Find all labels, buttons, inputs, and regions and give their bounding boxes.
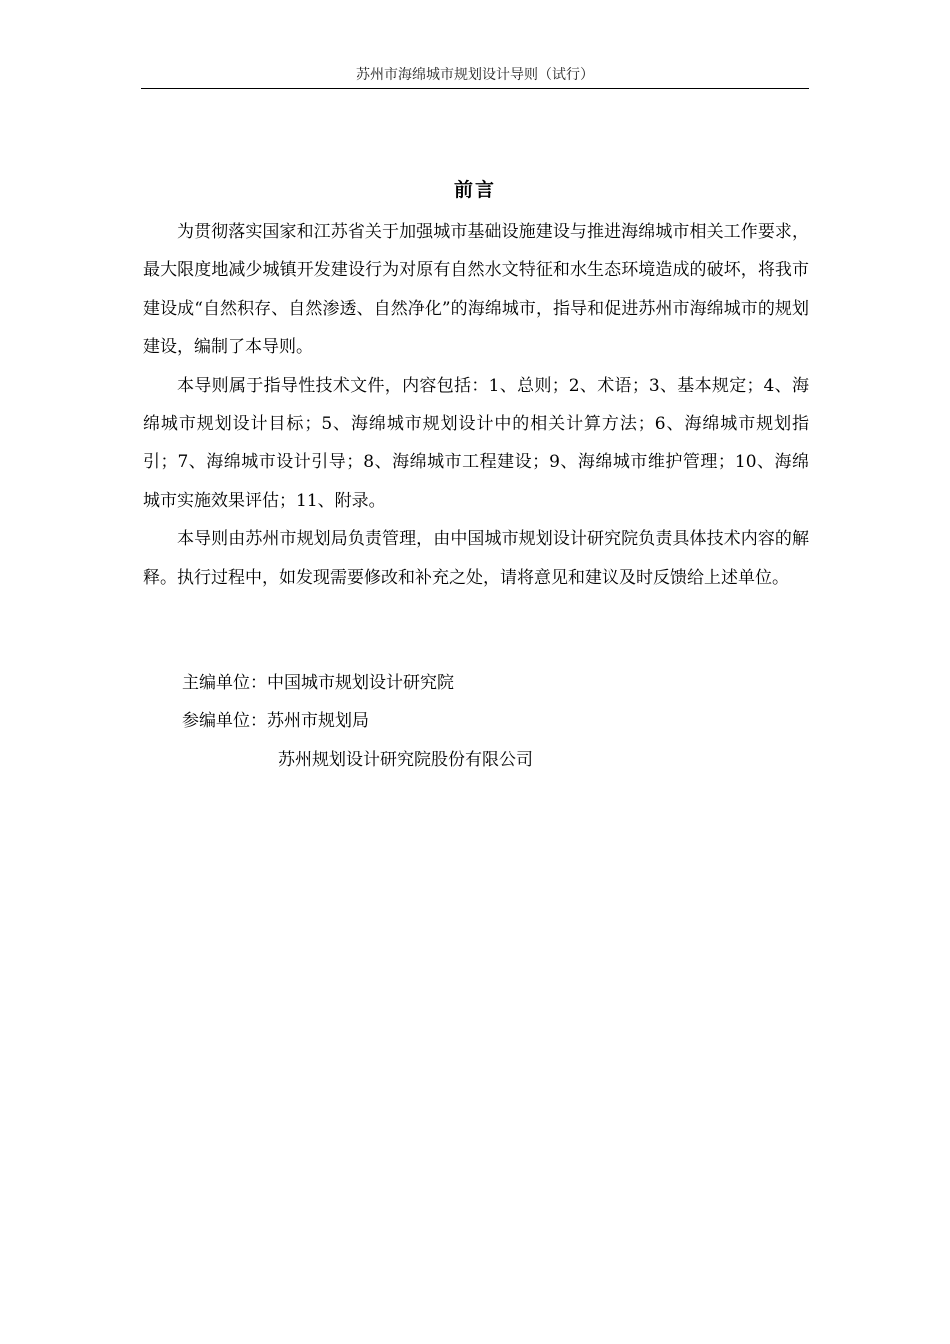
body-text	[143, 213, 809, 597]
paragraph-contents: 本导则属于指导性技术文件，内容包括：1、总则；2、术语；3、基本规定；4、海绵城市规划设计目标；5、海绵城市规划设计中的相关计算方法；6、海绵城市规划指引；7、海绵城市设计引导；8、海绵城市工程建设；9、海绵城市维护管理；10、海绵城市实施效果评估；11、附录。	[143, 375, 809, 511]
header-divider	[141, 88, 809, 89]
page-title: 前言	[453, 179, 496, 201]
paragraph-purpose: 为贯彻落实国家和江苏省关于加强城市基础设施建设与推进海绵城市相关工作要求，最大限度地减少城镇开发建设行为对原有自然水文特征和水生态环境造成的破坏，将我市建设成“自然积存、自然渗透、自然净化”的海绵城市，指导和促进苏州市海绵城市的规划建设，编制了本导则。	[143, 222, 809, 358]
co-editor-unit: 参编单位：苏州市规划局	[182, 711, 369, 732]
paragraph-management: 本导则由苏州市规划局负责管理，由中国城市规划设计研究院负责具体技术内容的解释。执行过程中，如发现需要修改和补充之处，请将意见和建议及时反馈给上述单位。	[143, 529, 809, 588]
chief-editor-unit: 主编单位：中国城市规划设计研究院	[182, 673, 454, 693]
co-editor-unit-2: 苏州规划设计研究院股份有限公司	[278, 749, 533, 770]
running-header: 苏州市海绵城市规划设计导则（试行）	[356, 67, 594, 83]
editing-units	[143, 664, 809, 779]
